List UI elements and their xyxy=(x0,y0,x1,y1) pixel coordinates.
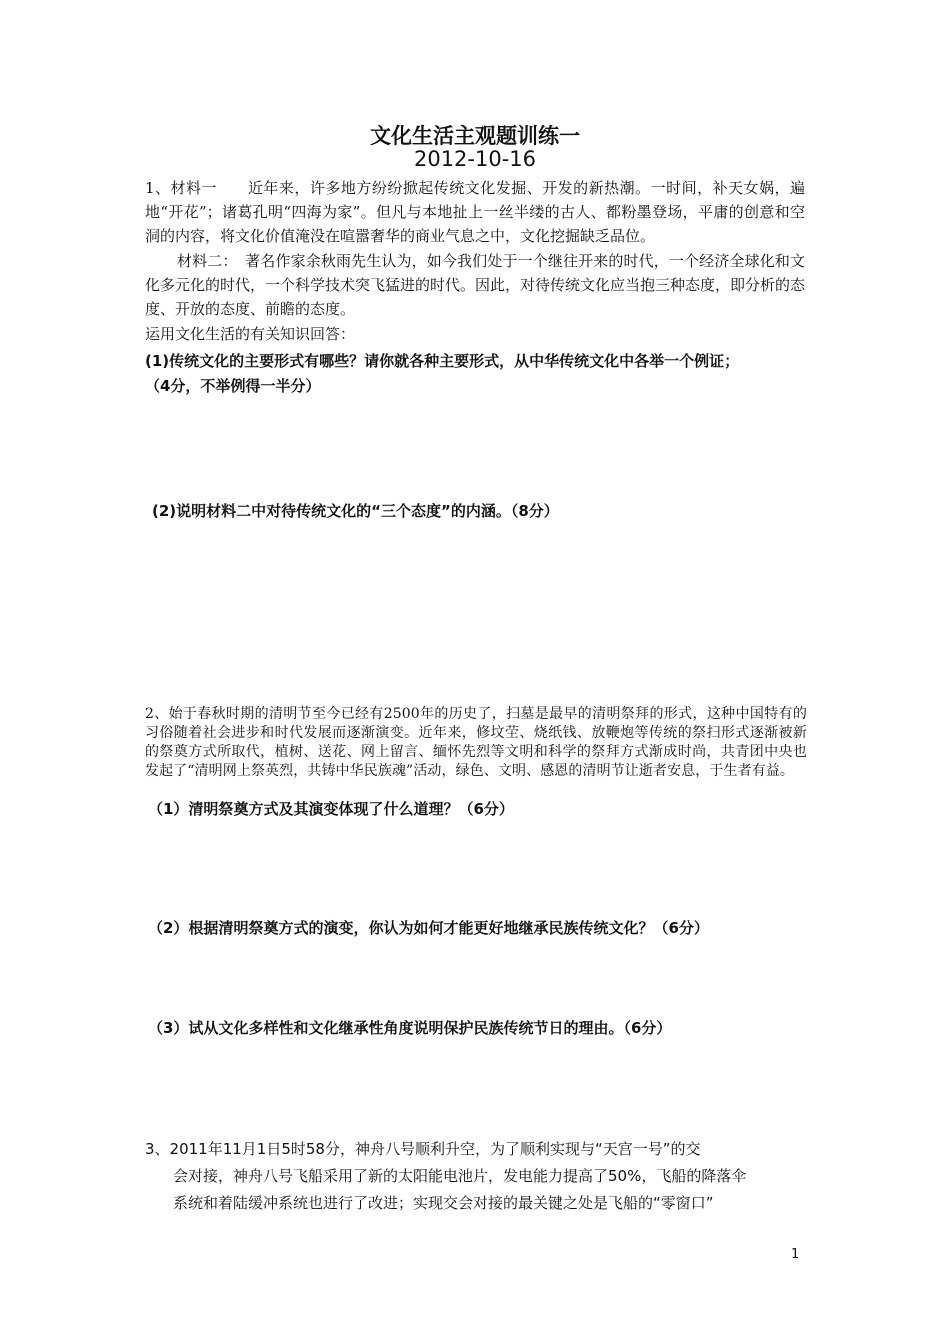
q1-material-two: 材料二： 著名作家余秋雨先生认为，如今我们处于一个继往开来的时代，一个经济全球化和文化多元化的时代，一个科学技术突飞猛进的时代。因此，对待传统文化应当抱三种态度，即分析的态度、开放的态度、前瞻的态度。 xyxy=(145,252,806,318)
q2-material: 2、始于春秋时期的清明节至今已经有2500年的历史了，扫墓是最早的清明祭拜的形式，这种中国特有的习俗随着社会进步和时代发展而逐渐演变。近年来，修坟茔、烧纸钱、放鞭炮等传统的祭扫形式逐渐被新的祭奠方式所取代，植树、送花、网上留言、缅怀先烈等文明和科学的祭拜方式渐成时尚，共青团中央也发起了“清明网上祭英烈，共铸中华民族魂”活动，绿色、文明、感恩的清明节让逝者安息，于生者有益。 xyxy=(145,706,807,779)
q1-material-one: 1、材料一 近年来，许多地方纷纷掀起传统文化发掘、开发的新热潮。一时间，补天女娲，遍地“开花”；诸葛孔明“四海为家”。但凡与本地扯上一丝半缕的古人、都粉墨登场，平庸的创意和空洞的内容，将文化价值淹没在喧嚣奢华的商业气息之中，文化挖掘缺乏品位。 xyxy=(145,179,805,245)
document-title: 文化生活主观题训练一 xyxy=(370,124,580,148)
q3-line1: 3、2011年11月1日5时58分，神舟八号顺利升空，为了顺利实现与“天宫一号”的交 xyxy=(145,1140,701,1158)
q2-sub1: （1）清明祭奠方式及其演变体现了什么道理？（6分） xyxy=(148,800,514,818)
q1-sub2: (2)说明材料二中对待传统文化的“三个态度”的内涵。（8分） xyxy=(152,502,559,520)
q2-sub3: （3）试从文化多样性和文化继承性角度说明保护民族传统节日的理由。（6分） xyxy=(148,1019,672,1037)
document-date: 2012-10-16 xyxy=(413,147,537,171)
page-number: 1 xyxy=(791,1247,800,1262)
q2-sub2: （2）根据清明祭奠方式的演变，你认为如何才能更好地继承民族传统文化？（6分） xyxy=(148,919,709,937)
q3-material xyxy=(145,1136,805,1217)
q1-sub1-line2: （4分，不举例得一半分） xyxy=(145,377,321,395)
q3-line3: 系统和着陆缓冲系统也进行了改进；实现交会对接的最关键之处是飞船的“零窗口” xyxy=(173,1194,714,1212)
q1-instruction: 运用文化生活的有关知识回答： xyxy=(145,325,356,343)
q1-sub1-line1: (1)传统文化的主要形式有哪些？请你就各种主要形式，从中华传统文化中各举一个例证； xyxy=(145,352,740,370)
q3-line2: 会对接，神舟八号飞船采用了新的太阳能电池片，发电能力提高了50%，飞船的降落伞 xyxy=(173,1167,747,1185)
